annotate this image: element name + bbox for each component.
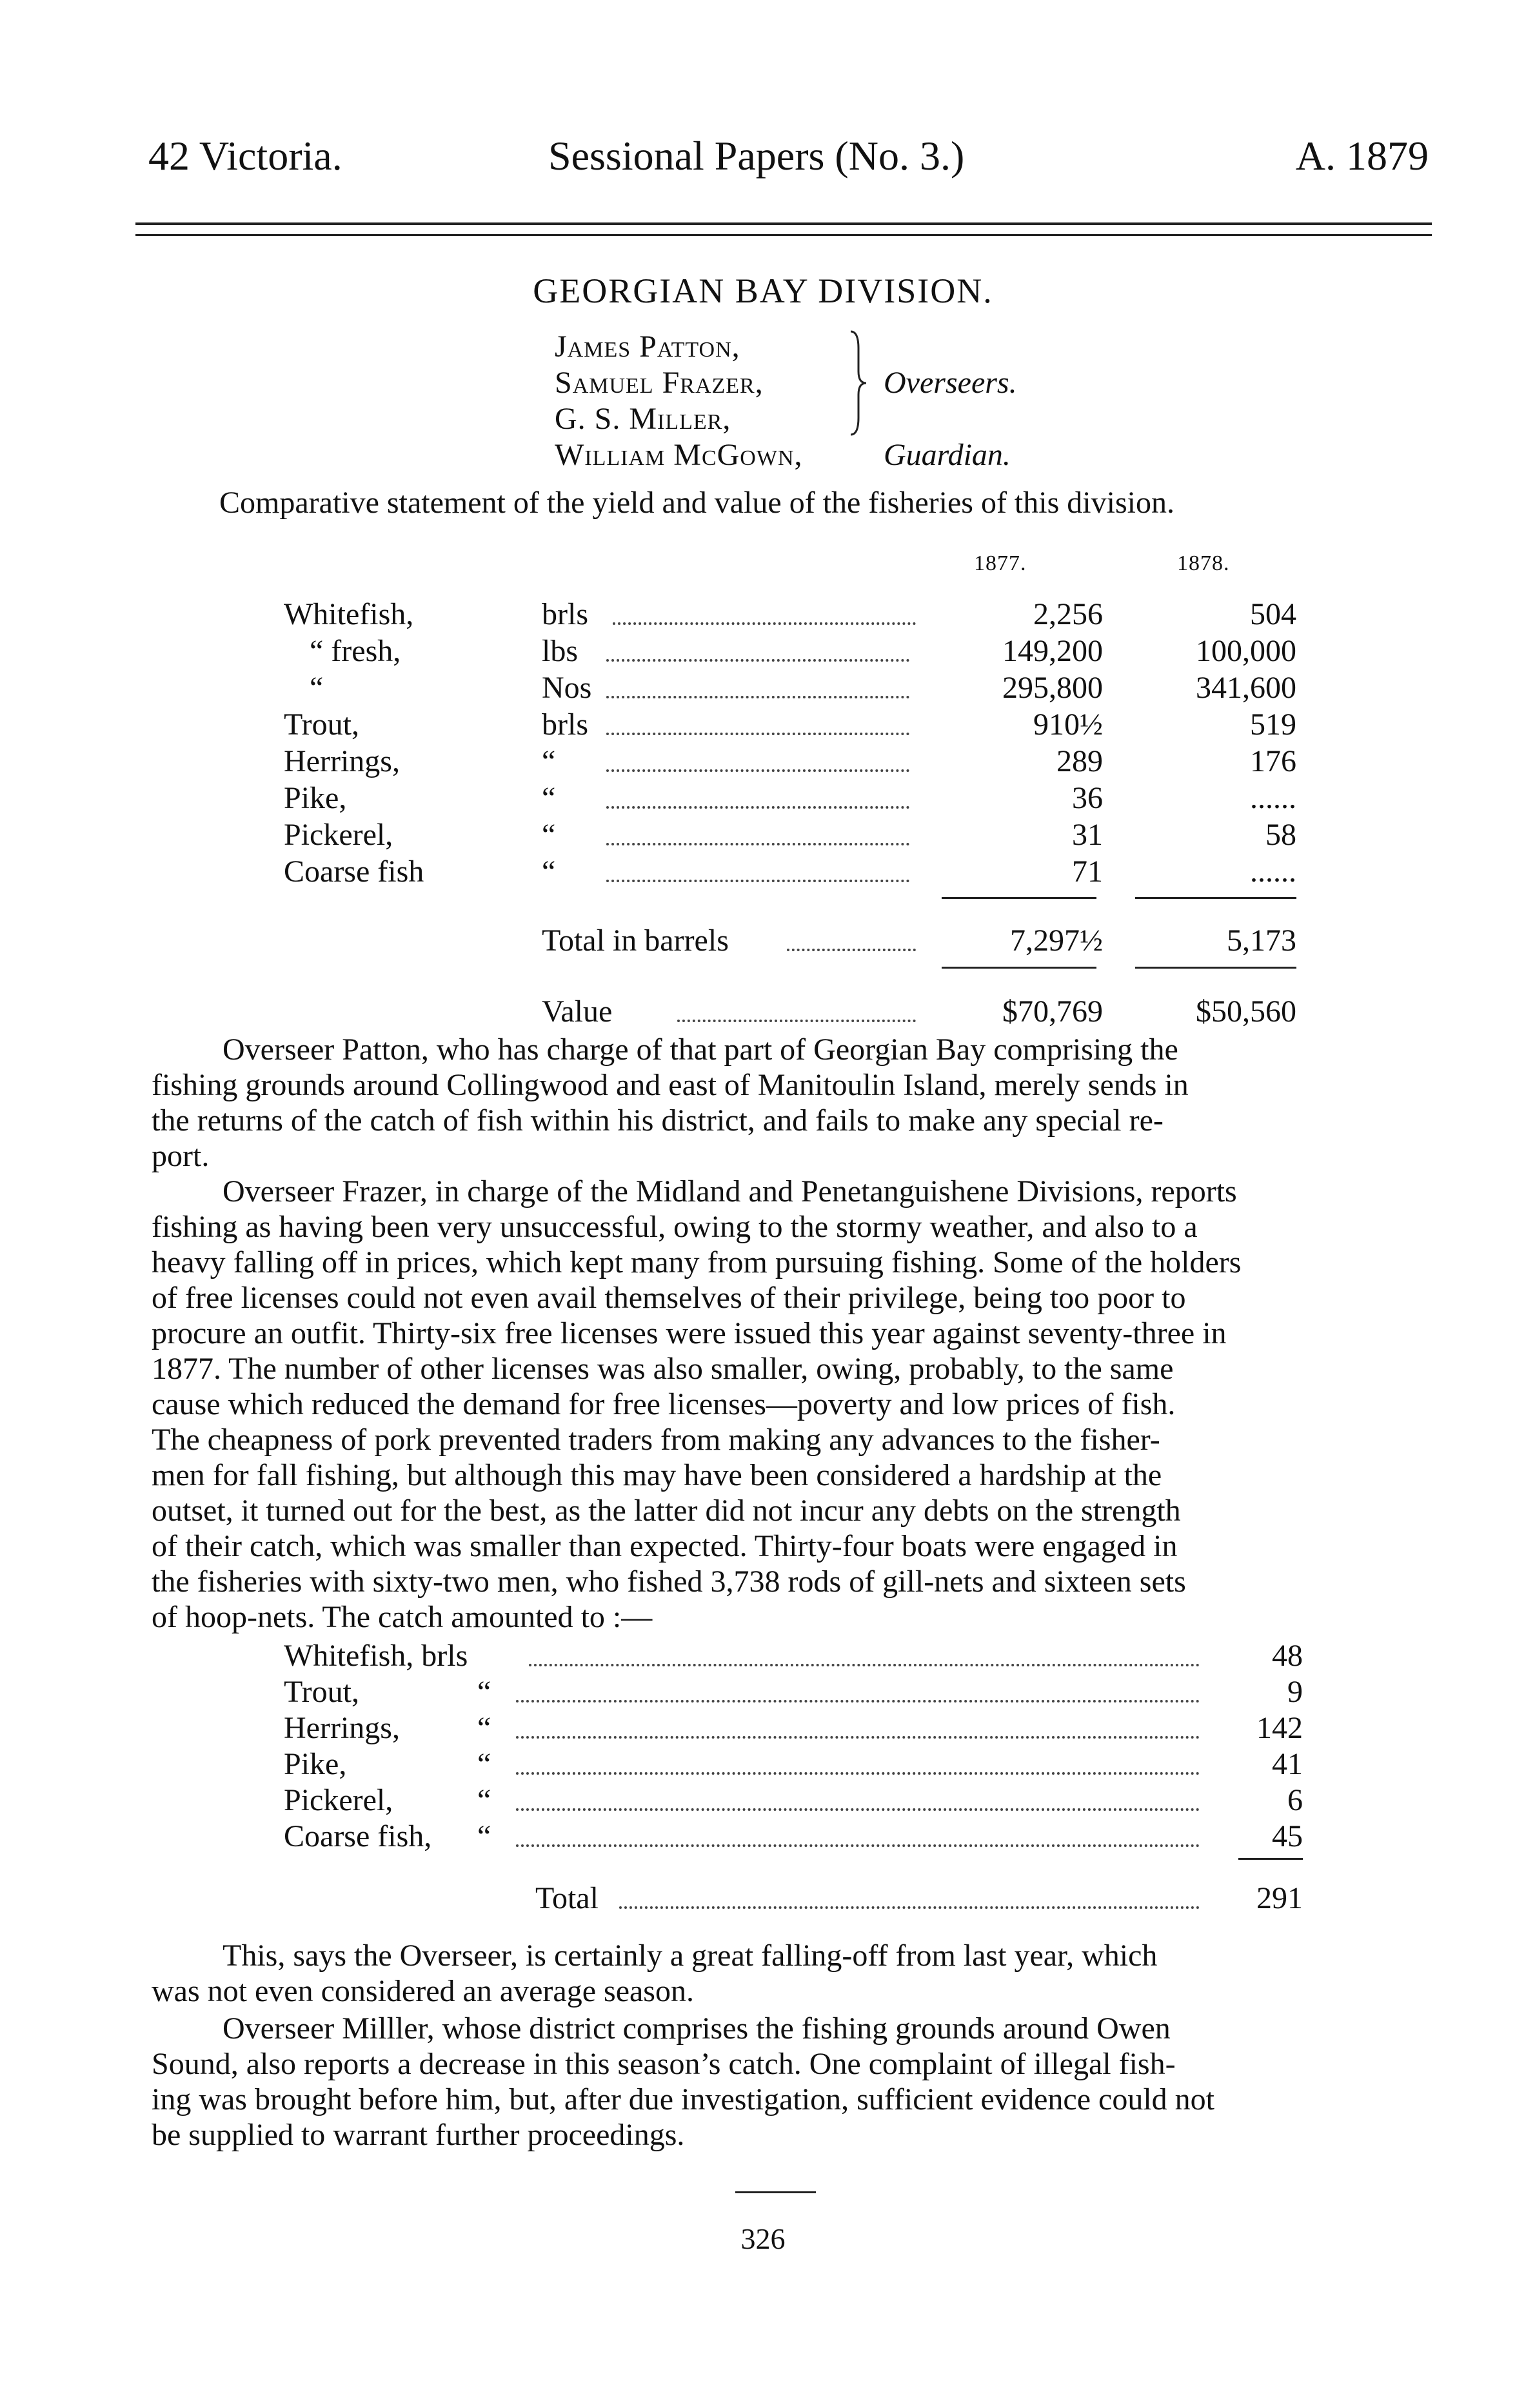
value-1877: 31 xyxy=(1072,818,1103,852)
table-row xyxy=(284,633,1303,669)
catch-label: Herrings, xyxy=(284,1711,400,1745)
dot-leader xyxy=(606,633,909,662)
catch-row xyxy=(284,1674,1303,1710)
total-rule-1878 xyxy=(1135,897,1296,899)
table-row xyxy=(284,597,1303,633)
value-1877: 71 xyxy=(1072,854,1103,889)
running-header xyxy=(148,132,1429,190)
catch-row xyxy=(284,1710,1303,1746)
row-unit: brls xyxy=(542,597,588,631)
page-number: 326 xyxy=(740,2222,786,2255)
overseers-label: Overseers. xyxy=(884,366,1017,400)
ditto-mark: “ xyxy=(477,1747,491,1781)
value-1878: 504 xyxy=(1250,597,1296,631)
dot-leader xyxy=(613,597,916,625)
catch-label: Pickerel, xyxy=(284,1783,393,1817)
guardian-label: Guardian. xyxy=(884,438,1011,472)
catch-total-label: Total xyxy=(535,1881,599,1915)
table-row xyxy=(284,854,1303,890)
year-1877-header: 1877. xyxy=(974,551,1027,575)
value-1877: 149,200 xyxy=(1002,634,1103,668)
page-number-rule xyxy=(735,2191,816,2193)
row-unit: lbs xyxy=(542,634,579,668)
value-1878: 58 xyxy=(1265,818,1296,852)
header-volume: 42 Victoria. xyxy=(148,133,342,179)
catch-label: Pike, xyxy=(284,1747,347,1781)
value-1877: 910½ xyxy=(1033,707,1103,742)
value-1877: 295,800 xyxy=(1002,671,1103,705)
value-1878: 100,000 xyxy=(1196,634,1296,668)
total-1877: 7,297½ xyxy=(1010,923,1103,958)
overseer-name: Samuel Frazer, xyxy=(555,366,764,400)
row-unit: “ xyxy=(542,854,556,889)
dot-leader xyxy=(787,923,916,951)
catch-label: Coarse fish, xyxy=(284,1819,432,1853)
row-label: Trout, xyxy=(284,707,359,742)
header-title: Sessional Papers (No. 3.) xyxy=(548,133,965,179)
catch-value: 9 xyxy=(1287,1675,1303,1709)
value-1878: ...... xyxy=(1250,854,1296,889)
value-1878: 519 xyxy=(1250,707,1296,742)
catch-total-row xyxy=(284,1880,1303,1917)
table-row xyxy=(284,817,1303,853)
value-rule-1877 xyxy=(942,967,1096,969)
catch-total-rule xyxy=(1238,1858,1303,1860)
row-label: Coarse fish xyxy=(284,854,424,889)
dot-leader xyxy=(516,1710,1200,1739)
paragraph-frazer: Overseer Frazer, in charge of the Midland and Penetanguishene Divisions, reports fishing as having been very unsuccessful, owing to the stormy weather, and also to a heavy falling off in prices, which kept many from pursuing fishing. Some of the holders of free licenses could not even avail themselves of their privilege, being too poor to procure an outfit. Thirty-six free licenses were issued this year against seventy-three in 1877. The number of other licenses was also smaller, owing, probably, to the same cause which reduced the demand for free licenses—poverty and low prices of fish. The cheapness of pork prevented traders from making any advances to the fisher- men for fall fishing, but although this may have been considered a hardship at the outset, it turned out for the best, as the latter did not incur any debts on the strength of their catch, which was smaller than expected. Thirty-four boats were engaged in the fisheries with sixty-two men, who fished 3,738 rods of gill-nets and sixteen sets of hoop-nets. The catch amounted to :— xyxy=(152,1174,1242,1634)
table-row xyxy=(284,744,1303,780)
row-unit: “ xyxy=(542,781,556,815)
row-label: Herrings, xyxy=(284,744,400,778)
catch-row xyxy=(284,1638,1303,1674)
row-label: Pickerel, xyxy=(284,818,393,852)
dot-leader xyxy=(606,817,909,845)
row-unit: brls xyxy=(542,707,588,742)
value-label: Value xyxy=(542,994,613,1029)
total-1878: 5,173 xyxy=(1227,923,1296,958)
dot-leader xyxy=(606,780,909,809)
catch-value: 48 xyxy=(1272,1639,1303,1673)
catch-label: Whitefish, brls xyxy=(284,1639,468,1673)
total-label: Total in barrels xyxy=(542,923,729,958)
dot-leader xyxy=(677,994,916,1022)
catch-value: 45 xyxy=(1272,1819,1303,1853)
row-unit: “ xyxy=(542,744,556,778)
paragraph-miller: Overseer Milller, whose district comprises the fishing grounds around Owen Sound, also reports a decrease in this season’s catch. One complaint of illegal fish- ing was brought before him, but, after due investigation, sufficient evidence could not be supplied to warrant further proceedings. xyxy=(152,2011,1215,2152)
dot-leader xyxy=(606,744,909,772)
table-row xyxy=(284,670,1303,706)
row-unit: “ xyxy=(542,818,556,852)
catch-label: Trout, xyxy=(284,1675,359,1709)
overseer-name: G. S. Miller, xyxy=(555,402,731,436)
header-rule xyxy=(135,222,1432,236)
catch-value: 6 xyxy=(1287,1783,1303,1817)
value-1878: ...... xyxy=(1250,781,1296,815)
value-total-1877: $70,769 xyxy=(1002,994,1103,1029)
paragraph-patton: Overseer Patton, who has charge of that part of Georgian Bay comprising the fishing grounds around Collingwood and east of Manitoulin Island, merely sends in the returns of the catch of fish within his district, and fails to make any special re- port. xyxy=(152,1032,1189,1173)
ditto-mark: “ xyxy=(477,1819,491,1853)
catch-value: 142 xyxy=(1256,1711,1303,1745)
total-row xyxy=(284,923,1303,959)
overseer-name: James Patton, xyxy=(555,330,740,364)
row-label: “ fresh, xyxy=(310,634,401,668)
value-1877: 36 xyxy=(1072,781,1103,815)
table-row xyxy=(284,780,1303,816)
catch-row xyxy=(284,1819,1303,1855)
value-total-1878: $50,560 xyxy=(1196,994,1296,1029)
year-1878-header: 1878. xyxy=(1177,551,1230,575)
header-year: A. 1879 xyxy=(1295,133,1429,179)
ditto-mark: “ xyxy=(477,1711,491,1745)
row-label: Pike, xyxy=(284,781,347,815)
value-1877: 289 xyxy=(1056,744,1103,778)
catch-row xyxy=(284,1746,1303,1782)
value-1878: 341,600 xyxy=(1196,671,1296,705)
guardian-name: William McGown, xyxy=(555,438,803,472)
officials-block xyxy=(555,329,1017,473)
value-rule-1878 xyxy=(1135,967,1296,969)
catch-row xyxy=(284,1782,1303,1819)
value-row xyxy=(284,994,1303,1030)
paragraph-falling-off: This, says the Overseer, is certainly a great falling-off from last year, which was not even considered an average season. xyxy=(152,1939,1158,2008)
dot-leader xyxy=(606,707,909,735)
dot-leader xyxy=(516,1746,1200,1775)
row-unit: Nos xyxy=(542,671,592,705)
dot-leader xyxy=(516,1819,1200,1847)
value-1878: 176 xyxy=(1250,744,1296,778)
dot-leader xyxy=(516,1782,1200,1811)
ditto-mark: “ xyxy=(477,1675,491,1709)
brace-icon xyxy=(848,329,867,437)
row-label: “ xyxy=(310,671,324,705)
dot-leader xyxy=(619,1880,1200,1909)
dot-leader xyxy=(529,1638,1200,1666)
dot-leader xyxy=(606,854,909,882)
catch-value: 41 xyxy=(1272,1747,1303,1781)
total-rule-1877 xyxy=(942,897,1096,899)
catch-total-value: 291 xyxy=(1256,1881,1303,1915)
dot-leader xyxy=(516,1674,1200,1702)
ditto-mark: “ xyxy=(477,1783,491,1817)
dot-leader xyxy=(606,670,909,698)
value-1877: 2,256 xyxy=(1033,597,1103,631)
row-label: Whitefish, xyxy=(284,597,414,631)
comparative-intro: Comparative statement of the yield and value of the fisheries of this division. xyxy=(219,486,1174,520)
section-title: GEORGIAN BAY DIVISION. xyxy=(533,271,993,310)
table-row xyxy=(284,707,1303,743)
